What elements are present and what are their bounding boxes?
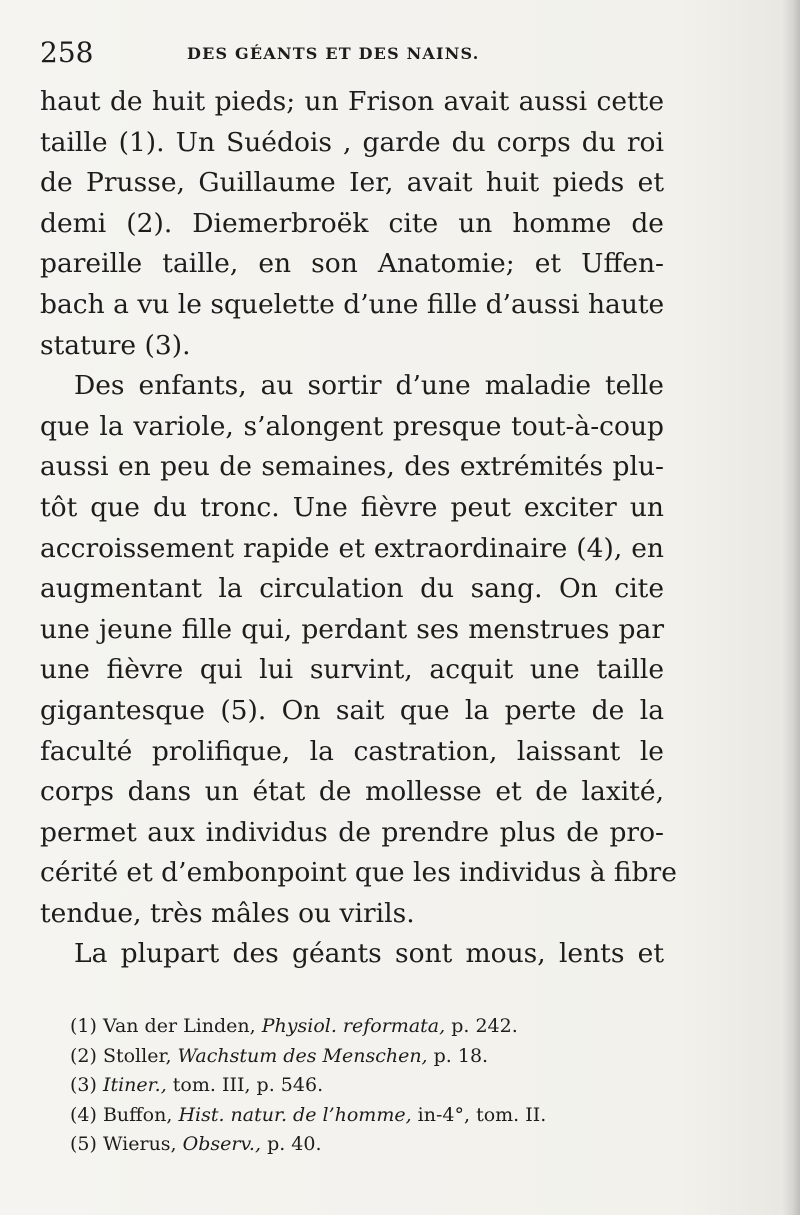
text-line: bach a vu le squelette d’une fille d’aussi haute: [40, 288, 665, 320]
text-line: accroissement rapide et extraordinaire (4), en: [40, 532, 664, 564]
text-line: cérité et d’embonpoint que les individus à fibre: [40, 857, 677, 889]
text-line: tendue, très mâles ou virils.: [40, 897, 415, 929]
footnote-reference: in-4°, tom. II.: [417, 1103, 547, 1126]
footnote: [70, 1012, 670, 1042]
footnote-mark: (1): [70, 1015, 97, 1037]
footnote-mark: (2): [70, 1044, 97, 1067]
text-line: augmentant la circulation du sang. On cite: [40, 573, 664, 605]
text-line: gigantesque (5). On sait que la perte de la: [40, 694, 664, 726]
text-line: demi (2). Diemerbroëk cite un homme de: [40, 207, 664, 239]
text-line: La plupart des géants sont mous, lents et: [74, 938, 664, 970]
footnote: [70, 1042, 670, 1072]
footnote-reference: p. 40.: [267, 1133, 322, 1155]
text-line: corps dans un état de mollesse et de laxité,: [40, 776, 664, 808]
footnote-work-title: Hist. natur. de l’homme,: [178, 1103, 412, 1126]
text-line: stature (3).: [40, 329, 191, 361]
text-line: permet aux individus de prendre plus de pro-: [40, 816, 664, 848]
footnote-work-title: Wachstum des Menschen,: [177, 1044, 428, 1067]
footnote-work-title: Itiner.,: [102, 1074, 167, 1096]
page-number: 258: [40, 36, 94, 69]
text-line: haut de huit pieds; un Frison avait aussi cette: [40, 86, 664, 117]
footnotes: [70, 1012, 670, 1160]
text-line: une jeune fille qui, perdant ses menstrues par: [40, 613, 664, 645]
footnote: [70, 1101, 670, 1131]
text-line: une fièvre qui lui survint, acquit une taille: [40, 654, 664, 686]
text-line: que la variole, s’alongent presque tout-à-coup: [40, 410, 664, 442]
footnote-reference: tom. III, p. 546.: [172, 1074, 324, 1096]
text-line: pareille taille, en son Anatomie; et Uffen-: [40, 248, 664, 280]
text-line: tôt que du tronc. Une fièvre peut exciter un: [40, 491, 664, 523]
text-line: Des enfants, au sortir d’une maladie telle: [74, 370, 664, 402]
footnote-author: Buffon,: [102, 1103, 173, 1126]
footnote-work-title: Physiol. reformata,: [261, 1015, 446, 1037]
footnote-mark: (4): [70, 1103, 97, 1126]
footnote: [70, 1071, 670, 1101]
footnote-author: Van der Linden,: [102, 1015, 256, 1037]
footnote: [70, 1130, 670, 1160]
footnote-mark: (5): [70, 1133, 97, 1155]
page-edge-shadow: [782, 0, 800, 1215]
footnote-mark: (3): [70, 1074, 97, 1096]
text-line: taille (1). Un Suédois , garde du corps du roi: [40, 126, 664, 158]
footnote-reference: p. 242.: [451, 1015, 518, 1037]
footnote-author: Wierus,: [102, 1133, 177, 1155]
body-text: [40, 82, 677, 975]
text-line: de Prusse, Guillaume Ier, avait huit pieds et: [40, 167, 664, 199]
footnote-work-title: Observ.,: [182, 1133, 262, 1155]
footnote-reference: p. 18.: [433, 1044, 489, 1067]
page-header: [40, 38, 660, 68]
footnote-author: Stoller,: [102, 1044, 172, 1067]
text-line: faculté prolifique, la castration, laissant le: [40, 735, 664, 767]
text-line: aussi en peu de semaines, des extrémités plu-: [40, 451, 664, 483]
running-title: DES GÉANTS ET DES NAINS.: [187, 44, 480, 63]
